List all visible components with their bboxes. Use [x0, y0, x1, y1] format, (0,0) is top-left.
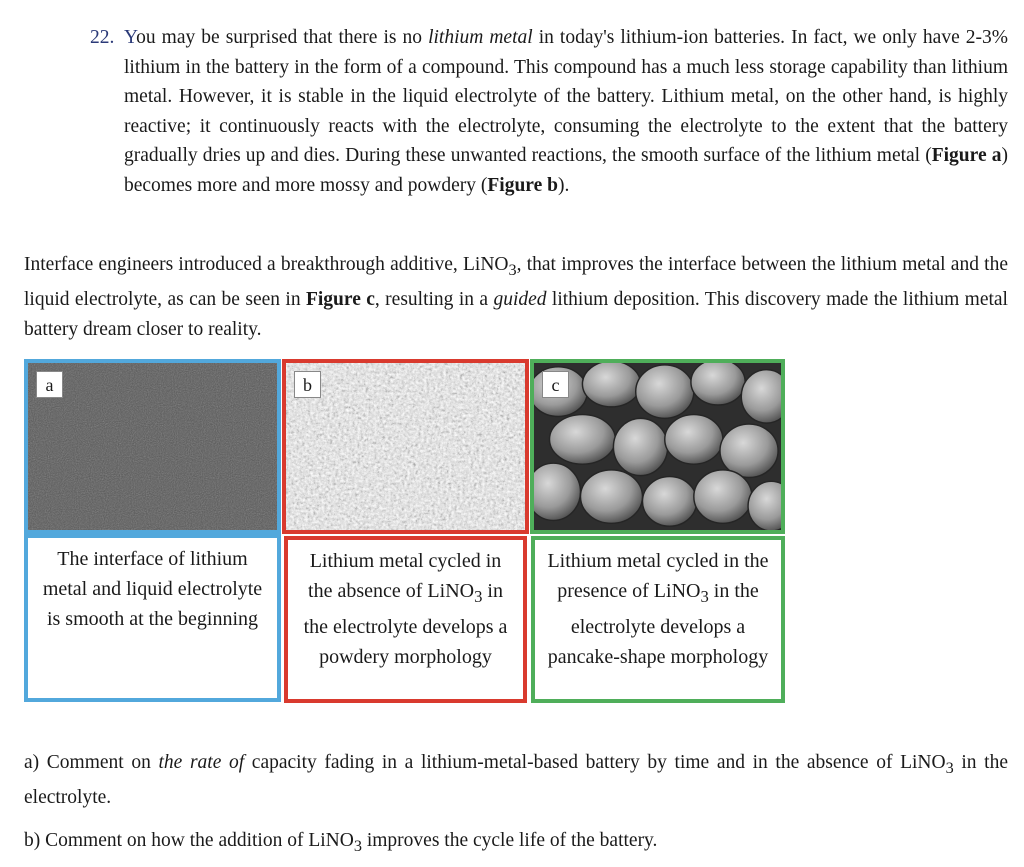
question-first-letter: Y [124, 27, 137, 48]
panel-label-c: c [542, 371, 569, 398]
q22-text-1: ou may be surprised that there is no [136, 27, 429, 48]
q22-text-4: ). [557, 174, 570, 196]
figure-b-caption [284, 536, 527, 703]
caption-b-subscript: 3 [474, 587, 483, 606]
intro-text-3: , resulting in a [374, 289, 494, 311]
panel-label-a: a [36, 371, 63, 398]
figure-c-reference: Figure c [305, 289, 375, 311]
q22-text-2: in today's lithium-ion batteries. In fact, we only have 2-3% lithium in the battery in the form of a compound. This compound has a much less storage capability than lithium metal. However, it is stable in the liquid electrolyte of the battery. Lithium metal, on the other hand, is highly reactive; it continuously reacts with the electrolyte, consuming the electrolyte to the extent that the battery gradually dries up and dies. During these unwanted reactions, the smooth surface of the lithium metal ( [124, 27, 1009, 167]
question-a [24, 748, 1008, 813]
caption-c-text-2: in the electrolyte develops a pancake-shape morphology [547, 580, 769, 668]
panel-label-b: b [294, 371, 321, 398]
question-a-text-3: in the electrolyte. [24, 752, 1008, 809]
intro-italic-guided: guided [493, 289, 547, 311]
question-b [24, 826, 1008, 861]
question-a-text-2: capacity fading in a lithium-metal-based battery by time and in the absence of LiNO [244, 752, 946, 773]
question-number: 22. [90, 27, 115, 48]
intro-text-4: lithium deposition. This discovery made the lithium metal battery dream closer to reality. [24, 289, 1008, 341]
figure-a-caption [24, 534, 281, 702]
caption-c-text-1: Lithium metal cycled in the presence of LiNO [547, 550, 769, 602]
question-b-text-1: b) Comment on how the addition of LiNO [24, 830, 354, 851]
question-b-text-2: improves the cycle life of the battery. [361, 830, 658, 851]
question-22-paragraph [90, 23, 1009, 201]
question-a-italic: the rate of [158, 752, 245, 773]
question-a-subscript: 3 [945, 758, 954, 777]
figure-c-image [530, 359, 785, 534]
figure-b-reference: Figure b [487, 174, 558, 196]
caption-c-subscript: 3 [700, 587, 709, 606]
powdery-morphology-micrograph [286, 363, 525, 530]
caption-b-text-2: in the electrolyte develops a powdery morphology [303, 580, 508, 668]
pancake-morphology-micrograph [534, 363, 781, 530]
smooth-surface-micrograph [28, 363, 277, 530]
intro-text-2: , that improves the interface between the lithium metal and the liquid electrolyte, as can be seen in [24, 254, 1008, 311]
intro-text-1: Interface engineers introduced a breakthrough additive, LiNO [24, 254, 509, 275]
figure-a-reference: Figure a [931, 145, 1002, 167]
caption-a-text: The interface of lithium metal and liquid electrolyte is smooth at the beginning [42, 548, 263, 630]
q22-italic-lithium-metal: lithium metal [428, 27, 533, 48]
caption-b-text-1: Lithium metal cycled in the absence of LiNO [308, 550, 502, 602]
figure-b-image [282, 359, 529, 534]
intro-paragraph [24, 250, 1008, 345]
question-b-subscript: 3 [353, 836, 362, 855]
figure-a-image [24, 359, 281, 534]
question-a-text-1: a) Comment on [24, 752, 159, 773]
figure-c-caption [531, 536, 785, 703]
intro-subscript: 3 [508, 260, 517, 279]
q22-text-3: ) becomes more and more mossy and powdery ( [124, 145, 1008, 196]
